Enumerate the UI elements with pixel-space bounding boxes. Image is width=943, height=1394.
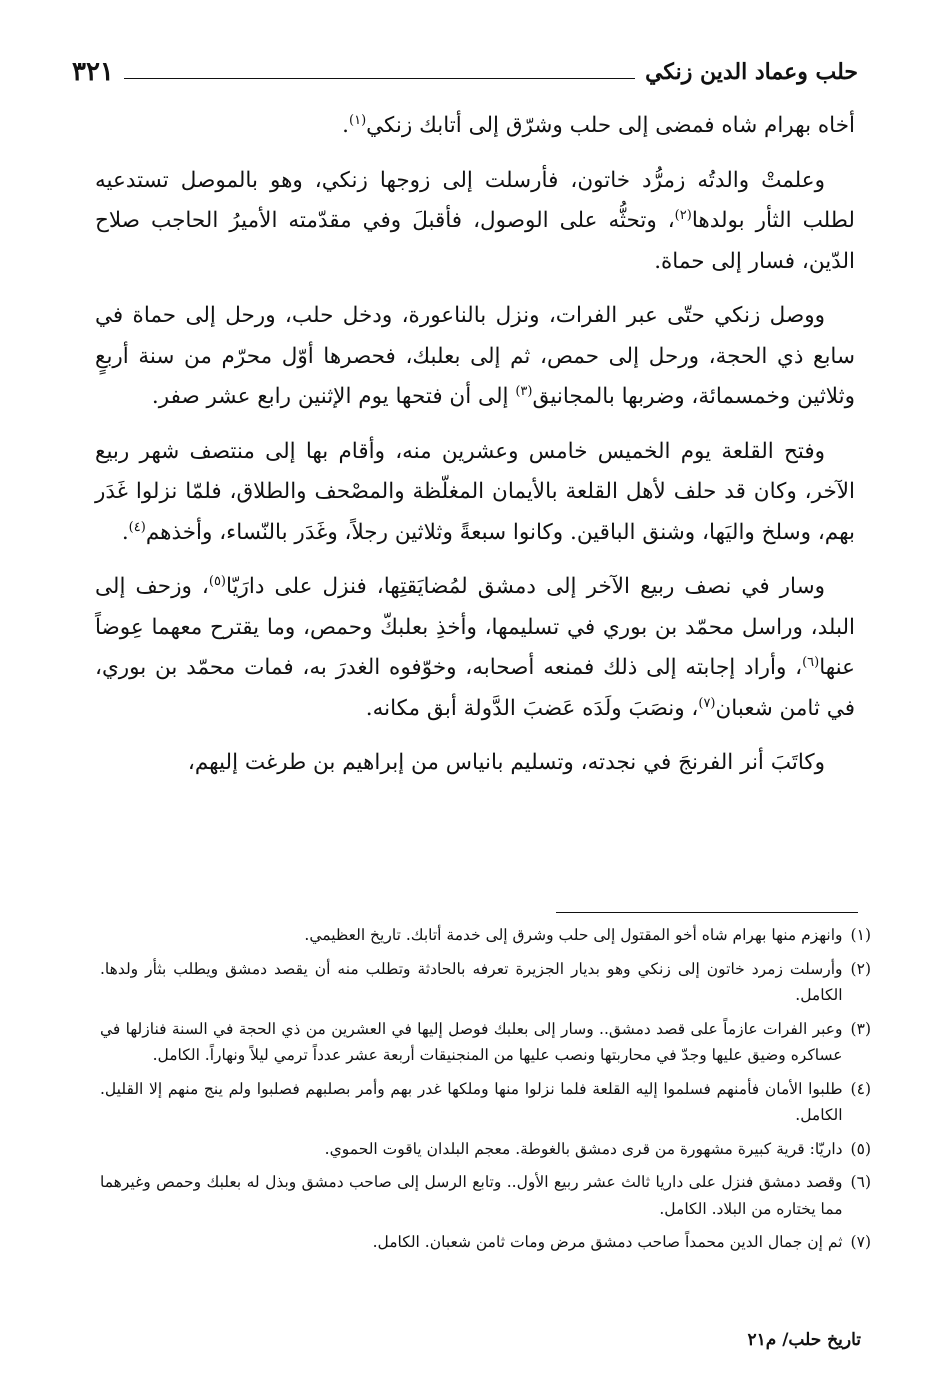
footnote-number: (٣)	[850, 1019, 871, 1038]
footnote-text: وانهزم منها بهرام شاه أخو المقتول إلى حلب وشرق إلى خدمة أتابك. تاريخ العظيمي.	[304, 926, 843, 944]
paragraph-text: ، وزحف إلى البلد، وراسل محمّد بن بوري في تسليمها، وأخذِ بعلبكّ وحمص، وما يقترح معهما عِوضاً عنها	[95, 574, 855, 680]
footnote-number: (٤)	[850, 1079, 871, 1098]
paragraph-text: وعلمتْ والدتُه زمرُّد خاتون، فأرسلت إلى زوجها زنكي، وهو بالموصل تستدعيه لطلب الثأر بولدها	[95, 167, 855, 233]
paragraph-text: وفتح القلعة يوم الخميس خامس وعشرين منه، وأقام بها إلى منتصف شهر ربيع الآخر، وكان قد حلف لأهل القلعة بالأيمان المغلّظة والمصْحف والطلاق، فلمّا نزلوا غَدَر بهم، وسلخ واليَها، وشنق الباقين. وكانوا سبعةً وثلاثين رجلاً، وغَدَر بالنّساء، وأخذهم	[95, 438, 855, 545]
paragraph-text: إلى أن فتحها يوم الإثنين رابع عشر صفر.	[151, 384, 516, 409]
footnote-ref-6: (٦)	[802, 654, 820, 670]
paragraph-text: ، ونصَبَ ولَدَه عَضبَ الدَّولة أبق مكانه.	[365, 695, 699, 721]
footnote-number: (٢)	[850, 959, 871, 978]
footnote-number: (١)	[850, 926, 871, 944]
footnote-3	[100, 1016, 871, 1069]
printer-signature: تاريخ حلب/ م٢١	[747, 1330, 861, 1350]
paragraph-text: ، وأراد إجابته إلى ذلك فمنعه أصحابه، وخوّفوه الغدرَ به، فمات محمّد بن بوري، في ثامن شعبان	[95, 655, 855, 721]
footnote-7	[100, 1229, 871, 1256]
footnote-text: وعبر الفرات عازماً على قصد دمشق.. وسار إلى بعلبك فوصل إليها في العشرين من ذي الحجة في السنة فنازلها في عساكره وضيق عليها وجدّ في محاربتها ونصب عليها من المنجنيقات أربعة عشر عدداً ترمي ليلاً ونهاراً. الكامل.	[100, 1019, 843, 1064]
footnote-text: طلبوا الأمان فأمنهم فسلموا إليه القلعة فلما نزلوا منها وملكها غدر بهم وأمر بصلبهم فصلبوا ولم ينج منهم إلا القليل. الكامل.	[100, 1079, 843, 1124]
paragraph-2	[95, 161, 855, 283]
paragraph-text: ووصل زنكي حتّى عبر الفرات، ونزل بالناعورة، ودخل حلب، ورحل إلى حماة في سابع ذي الحجة، ورحل إلى حمص، ثم إلى بعلبك، فحصرها أوّل محرّم من سنة أربعٍ وثلاثين وخمسمائة، وضربها بالمجانيق	[95, 303, 855, 409]
footnote-ref-4: (٤)	[128, 519, 146, 535]
paragraph-1	[95, 106, 855, 147]
footnotes	[100, 922, 871, 1263]
paragraph-3	[95, 296, 855, 418]
paragraph-4	[95, 432, 855, 554]
footnote-6	[100, 1169, 871, 1222]
footnote-ref-2: (٢)	[674, 207, 692, 223]
paragraph-text: .	[121, 519, 129, 545]
footnote-text: وقصد دمشق فنزل على داريا ثالث عشر ربيع الأول.. وتابع الرسل إلى صاحب دمشق وبذل له بعلبك وحمص وغيرهما مما يختاره من البلاد. الكامل.	[100, 1173, 843, 1218]
footnote-4	[100, 1076, 871, 1129]
footnote-2	[100, 956, 871, 1009]
header-rule	[124, 78, 635, 79]
footnote-ref-7: (٧)	[698, 695, 716, 711]
footnote-1	[100, 922, 871, 949]
footnote-ref-3: (٣)	[515, 383, 533, 399]
paragraph-text: وسار في نصف ربيع الآخر إلى دمشق لمُضايَقتِها، فنزل على دارَيّا	[226, 574, 825, 599]
paragraph-text: أخاه بهرام شاه فمضى إلى حلب وشرّق إلى أتابك زنكي	[366, 113, 855, 138]
footnote-text: ثم إن جمال الدين محمداً صاحب دمشق مرض ومات ثامن شعبان. الكامل.	[372, 1233, 843, 1251]
footnote-ref-5: (٥)	[208, 573, 226, 589]
paragraph-text: ، وتحثُّه على الوصول، فأقبلَ وفي مقدّمته الأميرُ الحاجب صلاح الدّين، فسار إلى حماة.	[95, 208, 855, 274]
header-title: حلب وعماد الدين زنكي	[645, 59, 858, 85]
footnote-number: (٥)	[850, 1139, 871, 1158]
paragraph-6	[95, 743, 855, 784]
footnote-5	[100, 1136, 871, 1163]
footnote-text: داريّا: قرية كبيرة مشهورة من قرى دمشق بالغوطة. معجم البلدان ياقوت الحموي.	[324, 1139, 843, 1158]
footnote-separator	[556, 912, 858, 913]
footnote-text: وأرسلت زمرد خاتون إلى زنكي وهو بديار الجزيرة تعرفه بالحادثة وتطلب منه أن يقصد دمشق ويطلب بثأر ولدها. الكامل.	[100, 959, 843, 1004]
footnote-number: (٧)	[850, 1233, 871, 1251]
main-text	[95, 106, 855, 798]
page-number: ٣٢١	[72, 57, 114, 87]
running-header	[72, 52, 858, 92]
footnote-number: (٦)	[850, 1173, 871, 1191]
footnote-ref-1: (١)	[349, 112, 367, 128]
paragraph-text: .	[342, 113, 349, 138]
paragraph-text: وكاتَبَ أنر الفرنجَ في نجدته، وتسليم بانياس من إبراهيم بن طرغت إليهم،	[187, 750, 825, 775]
paragraph-5	[95, 567, 855, 729]
